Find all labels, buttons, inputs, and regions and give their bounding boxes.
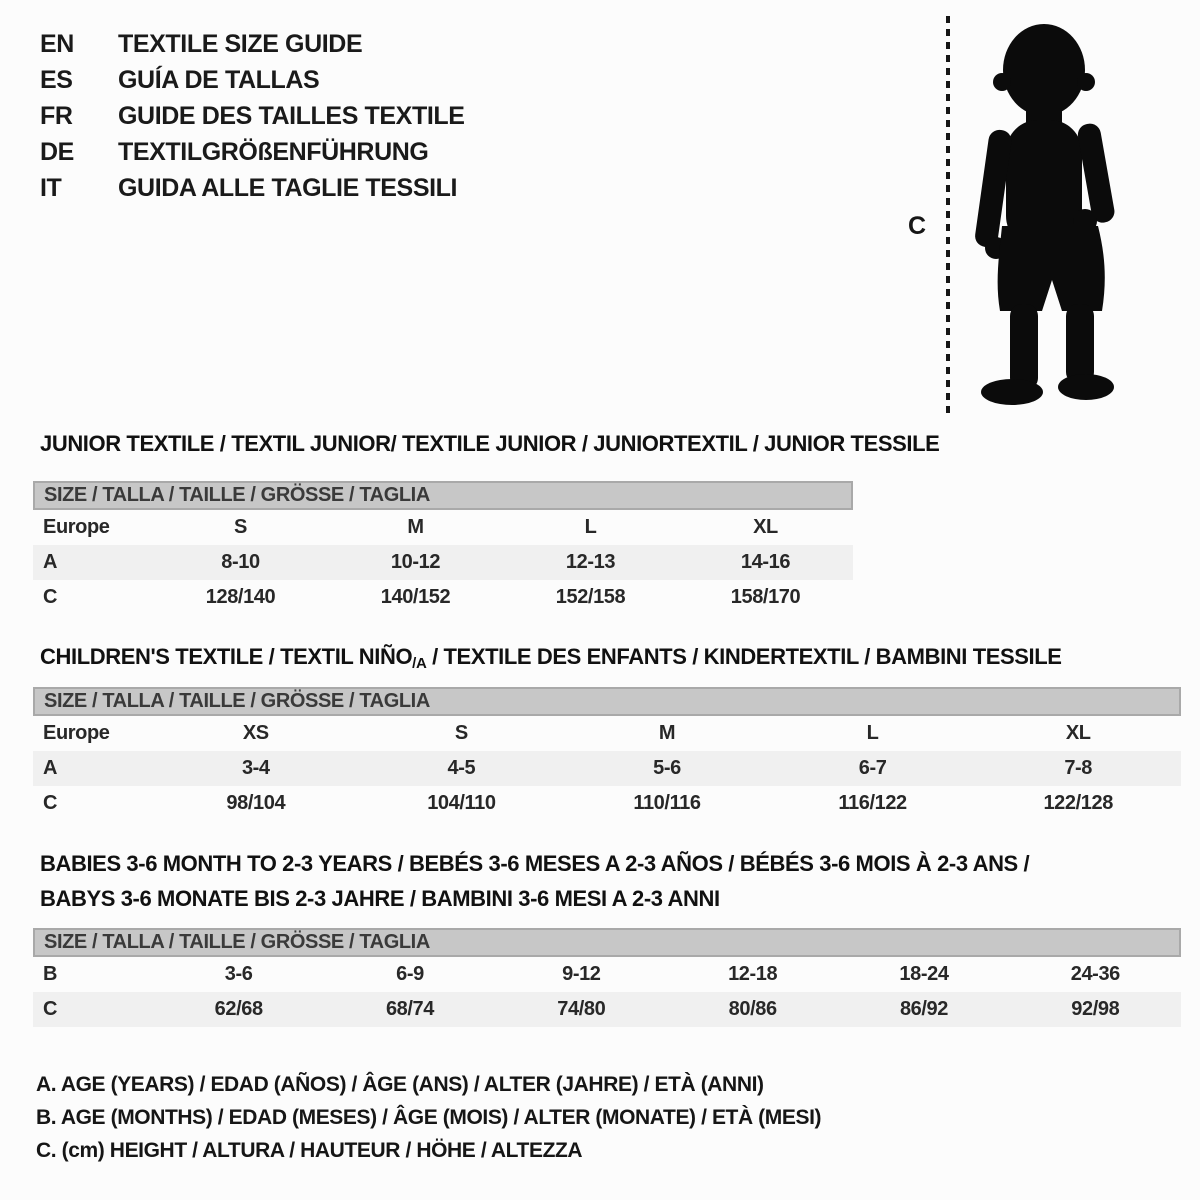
row-label: C bbox=[43, 792, 58, 814]
cell: 8-10 bbox=[221, 551, 260, 573]
babies-title-line2: BABYS 3-6 MONATE BIS 2-3 JAHRE / BAMBINI 3-6 MESI A 2-3 ANNI bbox=[40, 886, 720, 911]
cell: 62/68 bbox=[214, 998, 263, 1020]
row-label: A bbox=[43, 551, 58, 573]
children-title-suffix: / TEXTILE DES ENFANTS / KINDERTEXTIL / BAMBINI TESSILE bbox=[426, 644, 1062, 669]
legend-line-c: C. (cm) HEIGHT / ALTURA / HAUTEUR / HÖHE / ALTEZZA bbox=[36, 1139, 583, 1162]
children-size-table bbox=[33, 687, 1181, 821]
language-guide-title: TEXTILE SIZE GUIDE bbox=[118, 29, 363, 58]
cell: S bbox=[234, 516, 247, 538]
toddler-silhouette-icon bbox=[966, 18, 1136, 416]
cell: 74/80 bbox=[557, 998, 606, 1020]
junior-section-title: JUNIOR TEXTILE / TEXTIL JUNIOR/ TEXTILE JUNIOR / JUNIORTEXTIL / JUNIOR TESSILE bbox=[40, 431, 940, 456]
cell: 6-9 bbox=[396, 963, 424, 985]
babies-title-line1: BABIES 3-6 MONTH TO 2-3 YEARS / BEBÉS 3-6 MESES A 2-3 AÑOS / BÉBÉS 3-6 MOIS À 2-3 ANS / bbox=[40, 851, 1030, 876]
height-measure-label: C bbox=[908, 212, 926, 240]
children-title-prefix: CHILDREN'S TEXTILE / TEXTIL NIÑO bbox=[40, 644, 413, 669]
language-code: EN bbox=[40, 29, 74, 58]
cell: 92/98 bbox=[1071, 998, 1120, 1020]
cell: L bbox=[584, 516, 597, 538]
cell: 6-7 bbox=[858, 757, 887, 779]
row-label: C bbox=[43, 586, 58, 608]
language-code: FR bbox=[40, 101, 73, 130]
row-label: B bbox=[43, 963, 58, 985]
language-code: DE bbox=[40, 137, 74, 166]
cell: M bbox=[407, 516, 424, 538]
row-label: C bbox=[43, 998, 58, 1020]
table-row bbox=[33, 957, 1181, 992]
language-title-list bbox=[40, 26, 465, 206]
legend-line-b: B. AGE (MONTHS) / EDAD (MESES) / ÂGE (MOIS) / ALTER (MONATE) / ETÀ (MESI) bbox=[36, 1106, 822, 1129]
cell: 14-16 bbox=[740, 551, 791, 573]
cell: 9-12 bbox=[562, 963, 601, 985]
babies-section-title bbox=[40, 846, 1029, 916]
table-row bbox=[33, 545, 853, 580]
table-row bbox=[33, 992, 1181, 1027]
children-section-title bbox=[40, 644, 1062, 672]
cell: XS bbox=[242, 722, 269, 744]
language-guide-title: TEXTILGRÖßENFÜHRUNG bbox=[118, 137, 429, 166]
legend-line-a: A. AGE (YEARS) / EDAD (AÑOS) / ÂGE (ANS) / ALTER (JAHRE) / ETÀ (ANNI) bbox=[36, 1073, 764, 1096]
cell: 128/140 bbox=[205, 586, 276, 608]
cell: 158/170 bbox=[730, 586, 801, 608]
cell: M bbox=[658, 722, 676, 744]
cell: 80/86 bbox=[728, 998, 777, 1020]
row-label: A bbox=[43, 757, 58, 779]
language-row bbox=[40, 62, 465, 98]
cell: 122/128 bbox=[1043, 792, 1113, 814]
cell: 3-4 bbox=[241, 757, 270, 779]
cell: 152/158 bbox=[555, 586, 626, 608]
cell: 68/74 bbox=[385, 998, 435, 1020]
measurement-legend bbox=[36, 1068, 821, 1167]
cell: 18-24 bbox=[899, 963, 949, 985]
language-guide-title: GUÍA DE TALLAS bbox=[118, 65, 320, 94]
table-row bbox=[33, 786, 1181, 821]
language-code: IT bbox=[40, 173, 62, 202]
cell: 12-18 bbox=[728, 963, 778, 985]
cell: XL bbox=[1065, 722, 1091, 744]
table-row bbox=[33, 580, 853, 615]
cell: 104/110 bbox=[427, 792, 496, 814]
cell: L bbox=[866, 722, 879, 744]
cell: 140/152 bbox=[380, 586, 451, 608]
row-label: Europe bbox=[43, 516, 110, 538]
height-measure-dashed-line bbox=[946, 16, 950, 416]
babies-size-table bbox=[33, 928, 1181, 1027]
language-guide-title: GUIDA ALLE TAGLIE TESSILI bbox=[118, 173, 458, 202]
size-header-bar: SIZE / TALLA / TAILLE / GRÖSSE / TAGLIA bbox=[33, 687, 1181, 716]
cell: S bbox=[454, 722, 468, 744]
language-row bbox=[40, 134, 465, 170]
row-label: Europe bbox=[43, 722, 110, 744]
cell: 10-12 bbox=[390, 551, 441, 573]
size-header-bar: SIZE / TALLA / TAILLE / GRÖSSE / TAGLIA bbox=[33, 928, 1181, 957]
language-row bbox=[40, 98, 465, 134]
cell: 12-13 bbox=[565, 551, 616, 573]
cell: 98/104 bbox=[226, 792, 286, 814]
table-row bbox=[33, 510, 853, 545]
cell: 3-6 bbox=[224, 963, 253, 985]
language-row bbox=[40, 26, 465, 62]
cell: 7-8 bbox=[1064, 757, 1093, 779]
cell: 86/92 bbox=[899, 998, 949, 1020]
cell: 116/122 bbox=[838, 792, 907, 814]
cell: 24-36 bbox=[1070, 963, 1120, 985]
table-row bbox=[33, 751, 1181, 786]
children-title-sub: /A bbox=[412, 655, 427, 672]
cell: XL bbox=[753, 516, 778, 538]
size-header-bar: SIZE / TALLA / TAILLE / GRÖSSE / TAGLIA bbox=[33, 481, 853, 510]
table-row bbox=[33, 716, 1181, 751]
cell: 4-5 bbox=[447, 757, 476, 779]
language-guide-title: GUIDE DES TAILLES TEXTILE bbox=[118, 101, 465, 130]
language-code: ES bbox=[40, 65, 73, 94]
junior-size-table bbox=[33, 481, 853, 615]
cell: 110/116 bbox=[633, 792, 701, 814]
language-row bbox=[40, 170, 465, 206]
cell: 5-6 bbox=[653, 757, 681, 779]
